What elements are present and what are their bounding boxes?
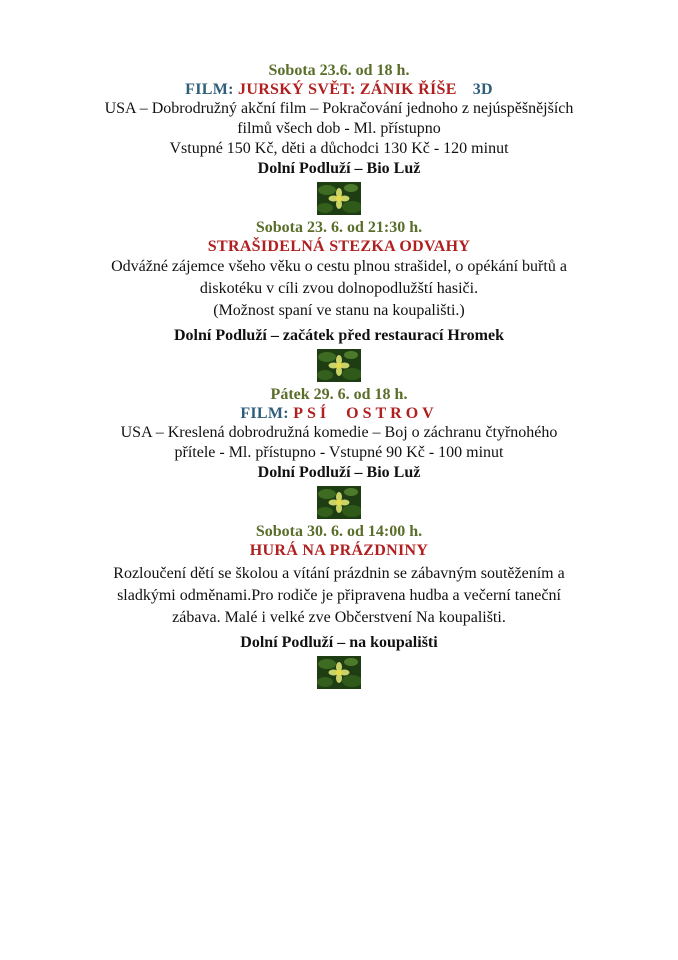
event-title xyxy=(0,237,678,256)
description-line: diskotéku v cíli zvou dolnopodlužští hasiči. xyxy=(199,280,479,297)
description-line: přítele - Ml. přístupno - Vstupné 90 Kč - 100 minut xyxy=(174,444,504,461)
event-title-name: JURSKÝ SVĚT: ZÁNIK ŘÍŠE xyxy=(238,81,457,98)
event-description xyxy=(59,563,619,629)
event-title-name: STRAŠIDELNÁ STEZKA ODVAHY xyxy=(207,238,471,255)
description-line: sladkými odměnami.Pro rodiče je připravena hudba a večerní taneční xyxy=(117,587,561,604)
event-psi-ostrov xyxy=(0,386,678,519)
event-flyer xyxy=(0,62,678,693)
event-venue: Dolní Podluží – na koupališti xyxy=(240,634,438,651)
description-line: zábava. Malé i velké zve Občerstvení Na koupališti. xyxy=(172,609,506,626)
description-line: USA – Kreslená dobrodružná komedie – Boj o záchranu čtyřnohého xyxy=(120,424,558,441)
flower-icon xyxy=(317,486,361,519)
event-description xyxy=(59,99,619,159)
event-title-name: PSÍ OSTROV xyxy=(293,405,438,422)
event-title-prefix: FILM: xyxy=(185,81,239,98)
event-strasidelna-stezka xyxy=(0,219,678,382)
event-date: Sobota 23.6. od 18 h. xyxy=(268,62,410,79)
event-hura-na-prazdniny xyxy=(0,523,678,689)
event-venue: Dolní Podluží – Bio Luž xyxy=(257,160,421,177)
flower-icon xyxy=(317,349,361,382)
description-line: Odvážné zájemce všeho věku o cestu plnou strašidel, o opékání buřtů a xyxy=(111,258,567,275)
event-venue: Dolní Podluží – Bio Luž xyxy=(257,464,421,481)
event-date: Sobota 30. 6. od 14:00 h. xyxy=(255,523,423,540)
event-jursky-svet xyxy=(0,62,678,215)
description-line: filmů všech dob - Ml. přístupno xyxy=(237,120,441,137)
event-title xyxy=(0,541,678,560)
event-title xyxy=(0,404,678,423)
event-date: Sobota 23. 6. od 21:30 h. xyxy=(255,219,423,236)
description-line: USA – Dobrodružný akční film – Pokračování jednoho z nejúspěšnějších xyxy=(104,100,574,117)
event-title-suffix: 3D xyxy=(472,81,493,98)
event-title xyxy=(0,80,678,99)
flower-icon xyxy=(317,656,361,689)
description-line: Rozloučení dětí se školou a vítání prázdnin se zábavným soutěžením a xyxy=(113,565,565,582)
event-date: Pátek 29. 6. od 18 h. xyxy=(270,386,408,403)
event-title-prefix: FILM: xyxy=(240,405,294,422)
description-line: (Možnost spaní ve stanu na koupališti.) xyxy=(213,302,465,319)
event-venue: Dolní Podluží – začátek před restaurací Hromek xyxy=(173,327,505,344)
event-description xyxy=(69,423,609,463)
event-description xyxy=(59,256,619,322)
flower-icon xyxy=(317,182,361,215)
description-line: Vstupné 150 Kč, děti a důchodci 130 Kč - 120 minut xyxy=(169,140,509,157)
event-title-name: HURÁ NA PRÁZDNINY xyxy=(249,542,429,559)
